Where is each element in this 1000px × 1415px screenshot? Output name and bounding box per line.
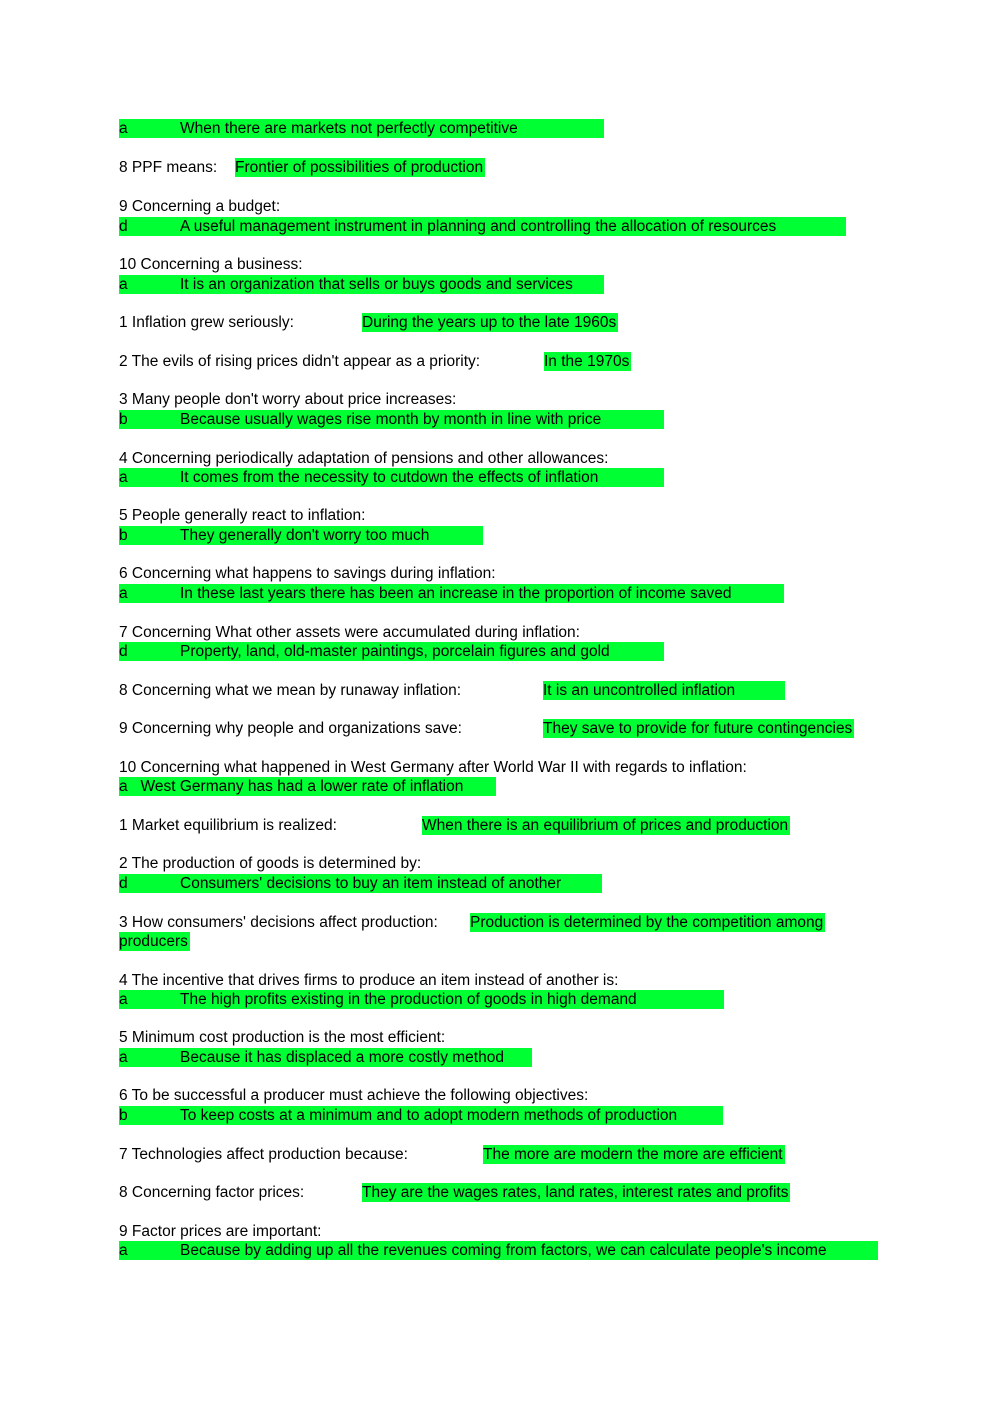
answer-letter: d [119,643,128,660]
answer-letter: a [119,585,128,602]
answer-text: When there are markets not perfectly competitive [180,120,518,137]
question-text: 8 Concerning what we mean by runaway inflation: [119,682,462,699]
answer-letter: b [119,527,128,544]
answer-row [119,1241,878,1260]
question-text: 4 Concerning periodically adaptation of pensions and other allowances: [119,450,609,467]
question-text: 9 Concerning a budget: [119,198,281,215]
answer-letter: a [119,778,128,795]
answer-letter: a [119,1242,128,1259]
answer-letter: a [119,120,128,137]
question-text: 10 Concerning a business: [119,256,303,273]
question-text: 7 Technologies affect production because: [119,1146,408,1163]
answer-letter: b [119,411,128,428]
question-text: 8 PPF means: [119,159,218,176]
answer-text: It comes from the necessity to cutdown the effects of inflation [180,469,599,486]
answer-letter: a [119,276,128,293]
answer-text: West Germany has had a lower rate of inflation [140,778,464,795]
answer-text: In the 1970s [544,353,630,370]
question-text: 4 The incentive that drives firms to produce an item instead of another is: [119,972,619,989]
answer-text: Frontier of possibilities of production [235,159,484,176]
answer-row [119,1048,532,1067]
answer-text: It is an organization that sells or buys goods and services [180,276,573,293]
question-text: 6 To be successful a producer must achieve the following objectives: [119,1087,589,1104]
question-text: 2 The production of goods is determined by: [119,855,422,872]
question-text: 10 Concerning what happened in West Germany after World War II with regards to inflation: [119,759,747,776]
question-text: 2 The evils of rising prices didn't appear as a priority: [119,353,481,370]
answer-text: Because usually wages rise month by month in line with price [180,411,602,428]
answer-row [119,217,846,236]
answer-row [119,874,602,893]
answer-row [119,468,664,487]
answer-row [119,642,664,661]
answer-text: They save to provide for future contingencies [543,720,853,737]
answer-text: They are the wages rates, land rates, interest rates and profits [362,1184,789,1201]
answer-text: It is an uncontrolled inflation [543,681,785,700]
answer-row [119,119,604,138]
answer-text-continued: producers [119,933,188,950]
answer-text: Because it has displaced a more costly method [180,1049,504,1066]
answer-text: They generally don't worry too much [180,527,430,544]
question-text: 9 Factor prices are important: [119,1223,322,1240]
answer-row [119,777,496,796]
answer-text: Because by adding up all the revenues coming from factors, we can calculate people's income [180,1242,827,1259]
question-text: 6 Concerning what happens to savings during inflation: [119,565,496,582]
question-text: 8 Concerning factor prices: [119,1184,305,1201]
question-text: 3 Many people don't worry about price increases: [119,391,457,408]
answer-letter: a [119,991,128,1008]
answer-text: In these last years there has been an increase in the proportion of income saved [180,585,732,602]
answer-text: Property, land, old-master paintings, porcelain figures and gold [180,643,610,660]
answer-row [119,990,724,1009]
answer-text: The high profits existing in the production of goods in high demand [180,991,637,1008]
answer-text: When there is an equilibrium of prices and production [422,817,789,834]
question-text: 3 How consumers' decisions affect production: [119,914,438,931]
answer-text: During the years up to the late 1960s [362,314,617,331]
answer-letter: d [119,875,128,892]
answer-letter: a [119,469,128,486]
answer-text: The more are modern the more are efficient [483,1146,783,1163]
question-text: 9 Concerning why people and organizations save: [119,720,462,737]
answer-letter: d [119,218,128,235]
question-text: 5 People generally react to inflation: [119,507,366,524]
answer-text: Production is determined by the competition among [470,914,824,931]
answer-text: Consumers' decisions to buy an item instead of another [180,875,562,892]
answer-text: To keep costs at a minimum and to adopt modern methods of production [180,1107,678,1124]
answer-row [119,410,664,429]
question-text: 7 Concerning What other assets were accumulated during inflation: [119,624,580,641]
answer-row [119,1106,723,1125]
answer-row [119,584,784,603]
question-text: 1 Market equilibrium is realized: [119,817,337,834]
question-text: 1 Inflation grew seriously: [119,314,294,331]
answer-row [119,275,604,294]
answer-row [119,526,483,545]
answer-text: A useful management instrument in planning and controlling the allocation of resources [180,218,777,235]
answer-letter: a [119,1049,128,1066]
question-text: 5 Minimum cost production is the most efficient: [119,1029,446,1046]
answer-letter: b [119,1107,128,1124]
